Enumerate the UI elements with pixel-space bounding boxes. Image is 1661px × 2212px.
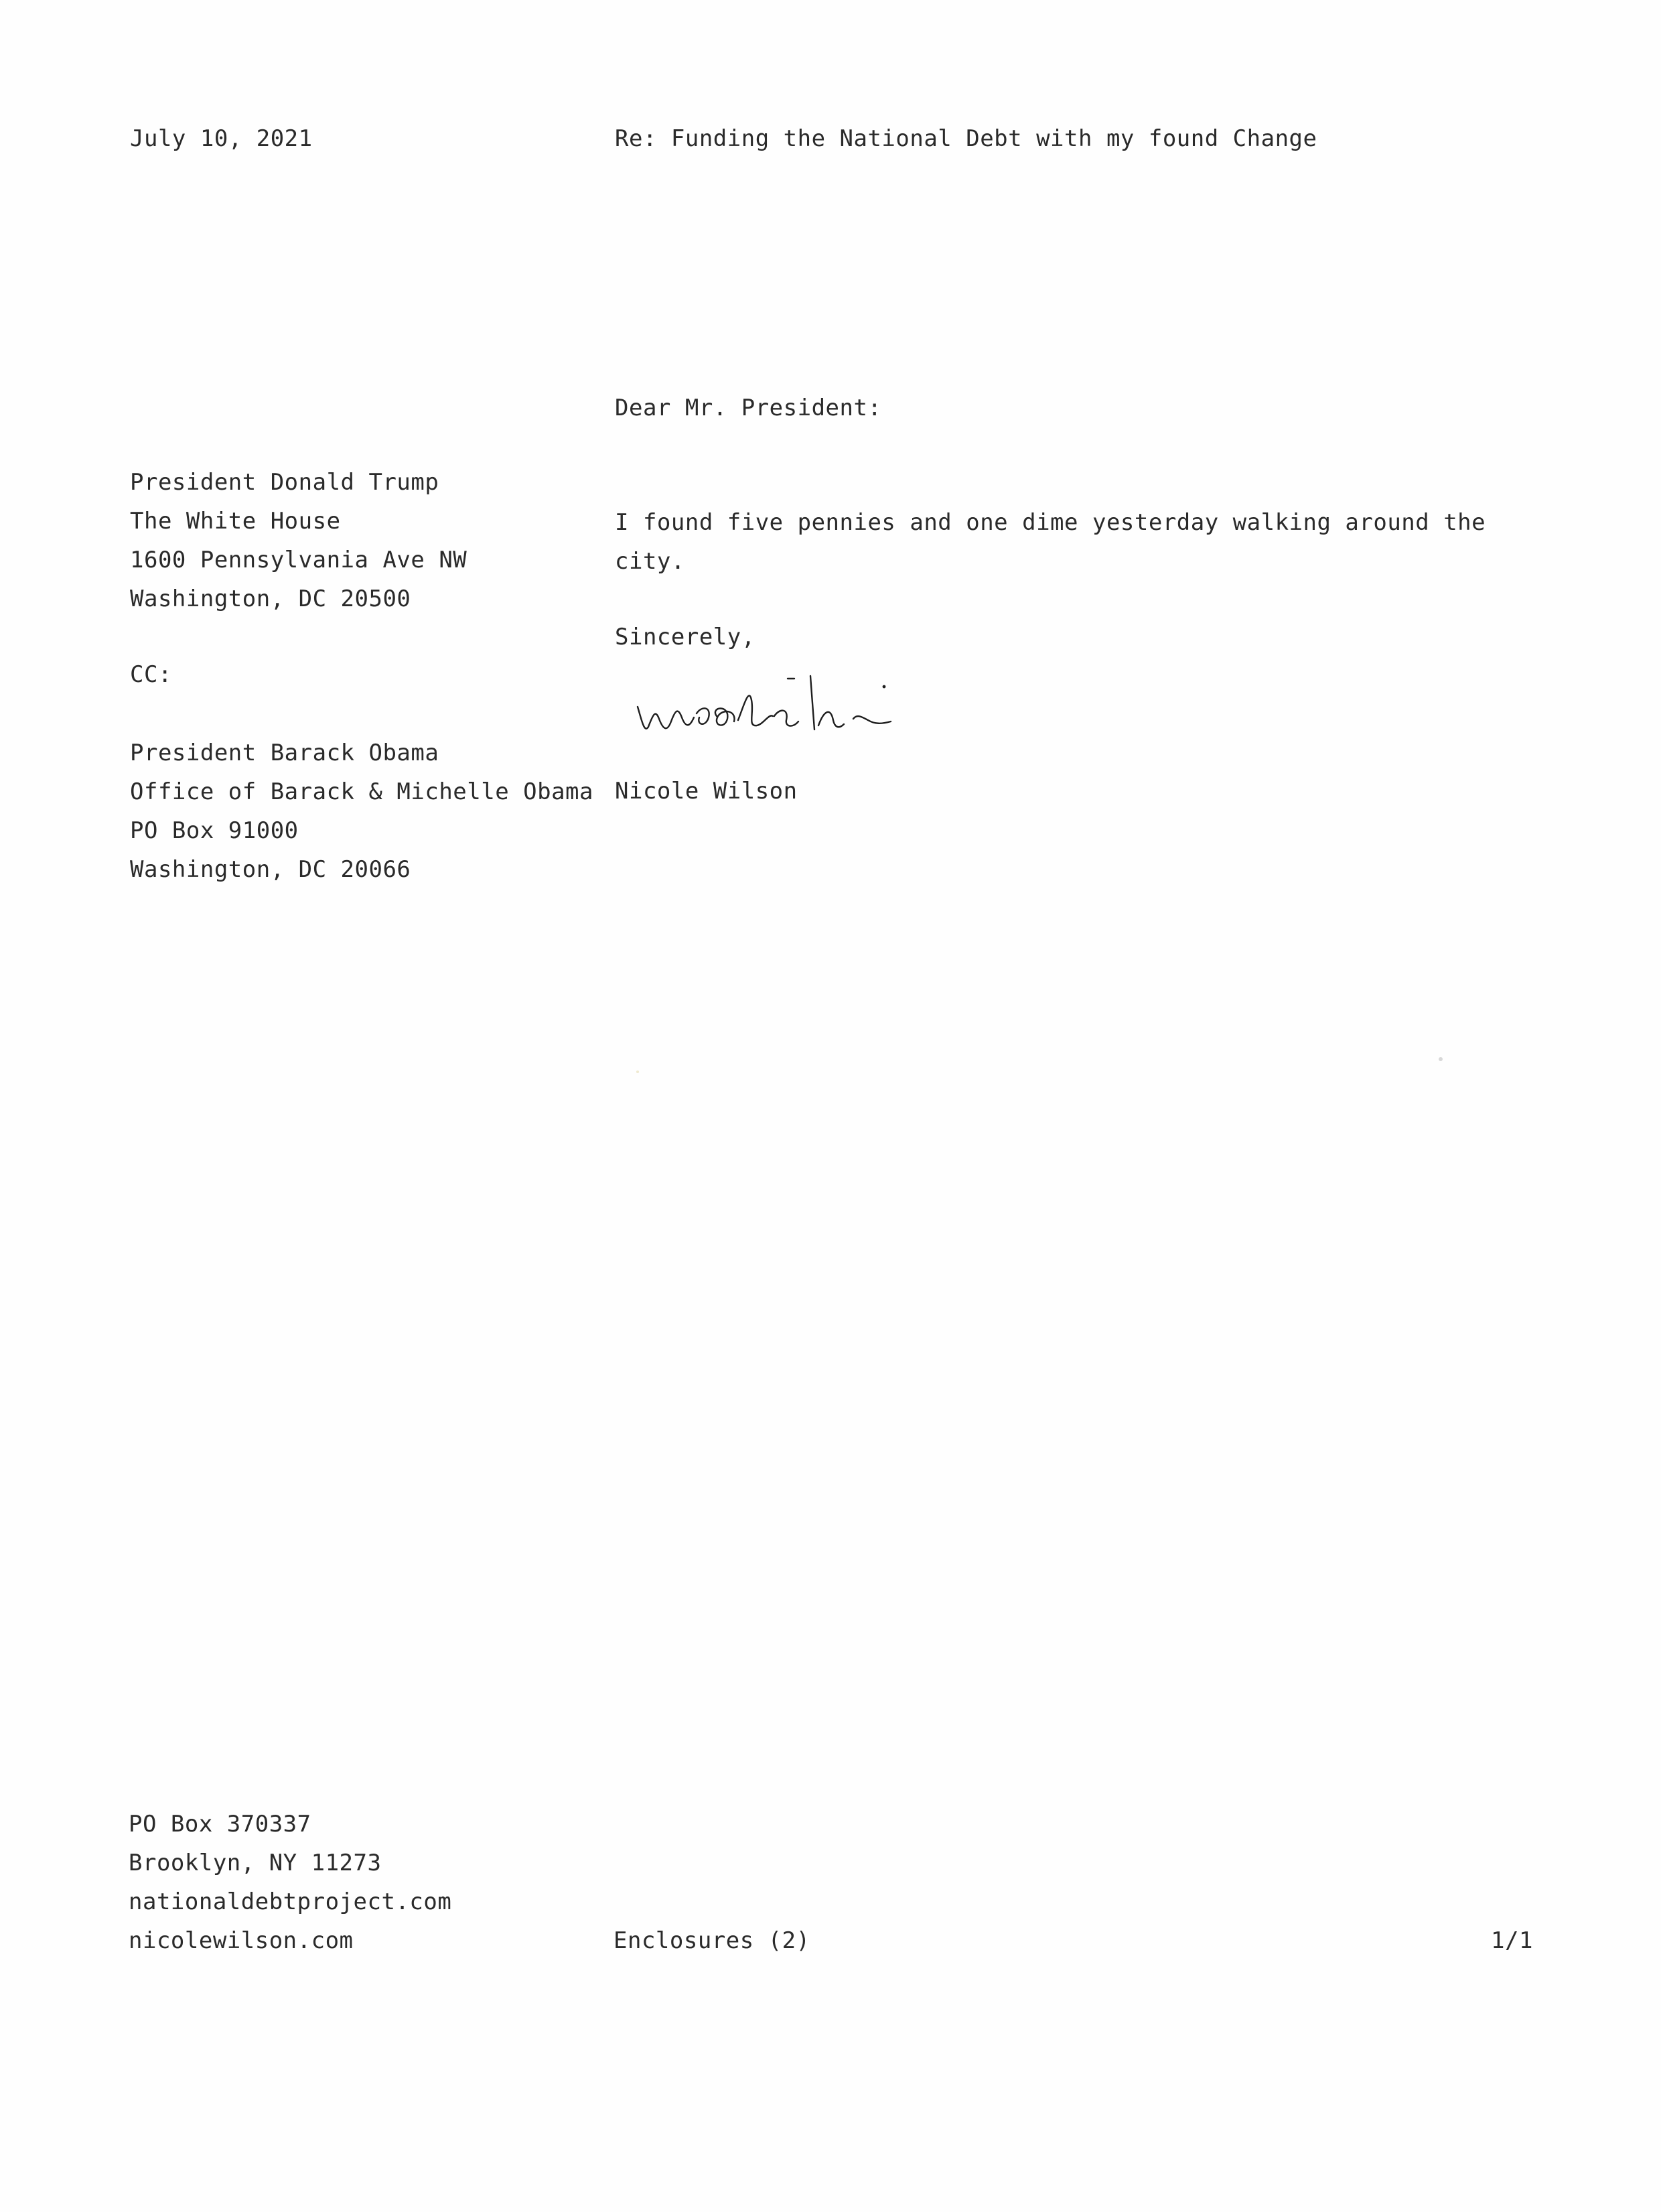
letter-date: July 10, 2021 — [130, 125, 313, 152]
salutation: Dear Mr. President: — [615, 395, 882, 421]
letter-subject: Re: Funding the National Debt with my found Change — [615, 125, 1317, 152]
sender-line: nicolewilson.com — [129, 1927, 354, 1954]
recipient-address — [130, 463, 467, 618]
scan-speck — [636, 1070, 639, 1073]
sender-line: Brooklyn, NY 11273 — [129, 1850, 382, 1876]
scan-speck — [1439, 1057, 1443, 1061]
recipient-line: The White House — [130, 508, 341, 535]
sender-line: PO Box 370337 — [129, 1811, 311, 1838]
enclosures-note: Enclosures (2) — [613, 1927, 810, 1954]
sender-info — [129, 1805, 451, 1960]
body-paragraph — [615, 503, 1486, 581]
cc-label: CC: — [130, 661, 172, 688]
paragraph-line: city. — [615, 548, 685, 575]
cc-line: Washington, DC 20066 — [130, 856, 411, 883]
closing: Sincerely, — [615, 624, 755, 650]
cc-line: PO Box 91000 — [130, 817, 299, 844]
cc-line: Office of Barack & Michelle Obama — [130, 778, 594, 805]
cc-line: President Barack Obama — [130, 740, 439, 766]
recipient-line: Washington, DC 20500 — [130, 585, 411, 612]
recipient-line: President Donald Trump — [130, 469, 439, 496]
handwritten-signature — [630, 660, 964, 747]
paragraph-line: I found five pennies and one dime yesterday walking around the — [615, 509, 1486, 536]
signature-name: Nicole Wilson — [615, 778, 798, 805]
cc-address — [130, 734, 593, 889]
recipient-line: 1600 Pennsylvania Ave NW — [130, 547, 467, 573]
sender-line: nationaldebtproject.com — [129, 1888, 452, 1915]
page-number: 1/1 — [1491, 1927, 1533, 1954]
